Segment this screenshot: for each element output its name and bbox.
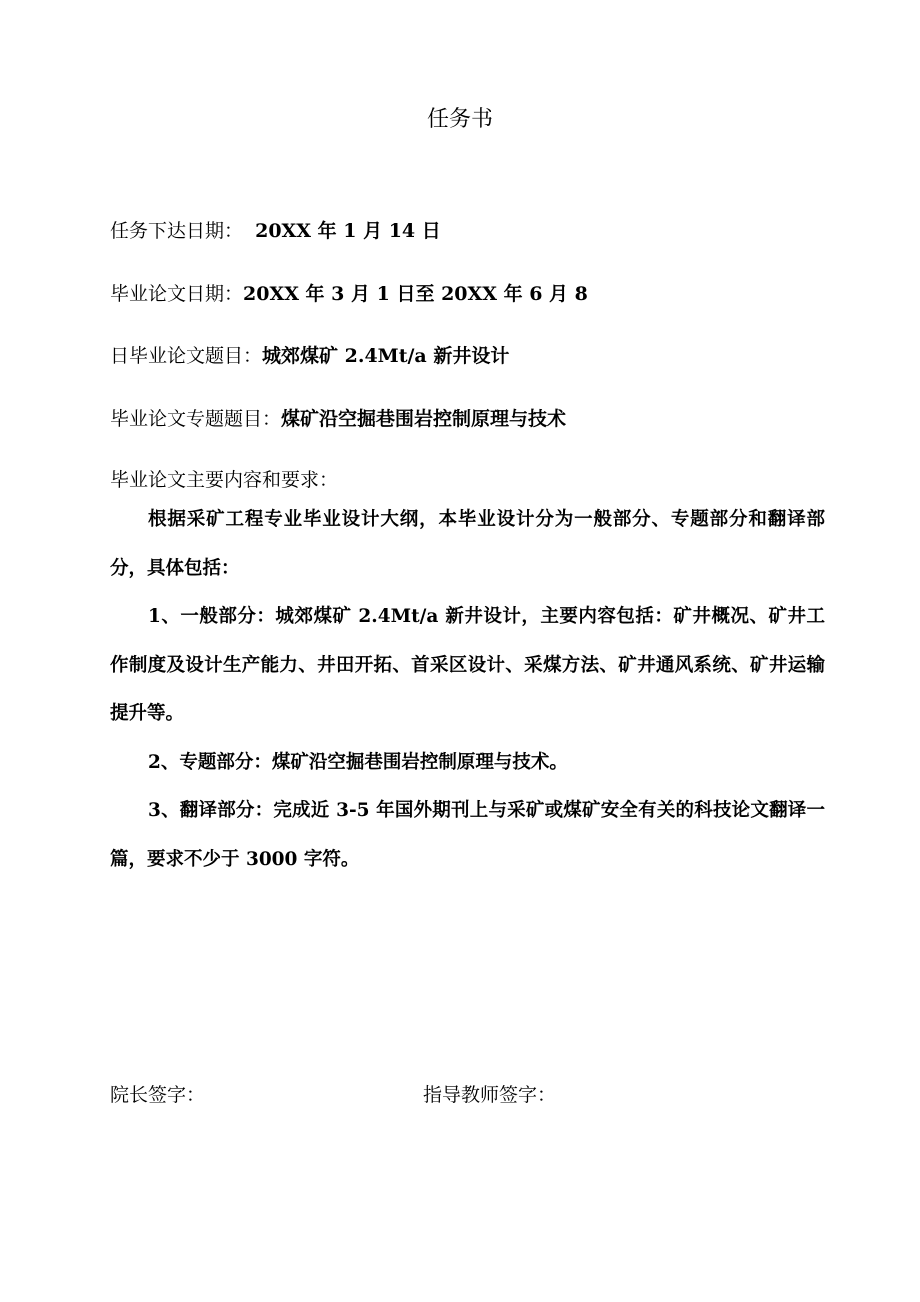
thesis-dates-row <box>110 279 588 309</box>
topic-label: 日毕业论文题目： <box>110 345 263 367</box>
issue-date-row <box>110 216 441 246</box>
requirements-heading: 毕业论文主要内容和要求： <box>110 469 339 491</box>
paragraph-special-part: 2、专题部分：煤矿沿空掘巷围岩控制原理与技术。 <box>148 752 568 773</box>
thesis-dates-value: 20XX 年 3 月 1 日至 20XX 年 6 月 8 <box>243 283 588 305</box>
dean-signature-label: 院长签字： <box>110 1084 206 1106</box>
paragraph-translation-part: 3、翻译部分：完成近 3-5 年国外期刊上与采矿或煤矿安全有关的科技论文翻译一篇，要求不少于 3000 字符。 <box>110 800 825 870</box>
issue-date-label: 任务下达日期： <box>110 220 244 242</box>
document-title: 任务书 <box>426 107 493 132</box>
advisor-signature-label: 指导教师签字： <box>423 1084 557 1106</box>
special-topic-row <box>110 404 566 434</box>
paragraph-general-part: 1、一般部分：城郊煤矿 2.4Mt/a 新井设计，主要内容包括：矿井概况、矿井工作制度及设计生产能力、井田开拓、首采区设计、采煤方法、矿井通风系统、矿井运输提升等。 <box>110 606 825 724</box>
special-topic-label: 毕业论文专题题目： <box>110 408 282 430</box>
topic-value: 城郊煤矿 2.4Mt/a 新井设计 <box>262 345 510 367</box>
issue-date-value: 20XX 年 1 月 14 日 <box>255 220 441 242</box>
thesis-dates-label: 毕业论文日期： <box>110 283 244 305</box>
special-topic-value: 煤矿沿空掘巷围岩控制原理与技术 <box>281 408 567 430</box>
paragraph-intro: 根据采矿工程专业毕业设计大纲，本毕业设计分为一般部分、专题部分和翻译部分，具体包括： <box>110 509 825 579</box>
topic-row <box>110 341 509 371</box>
